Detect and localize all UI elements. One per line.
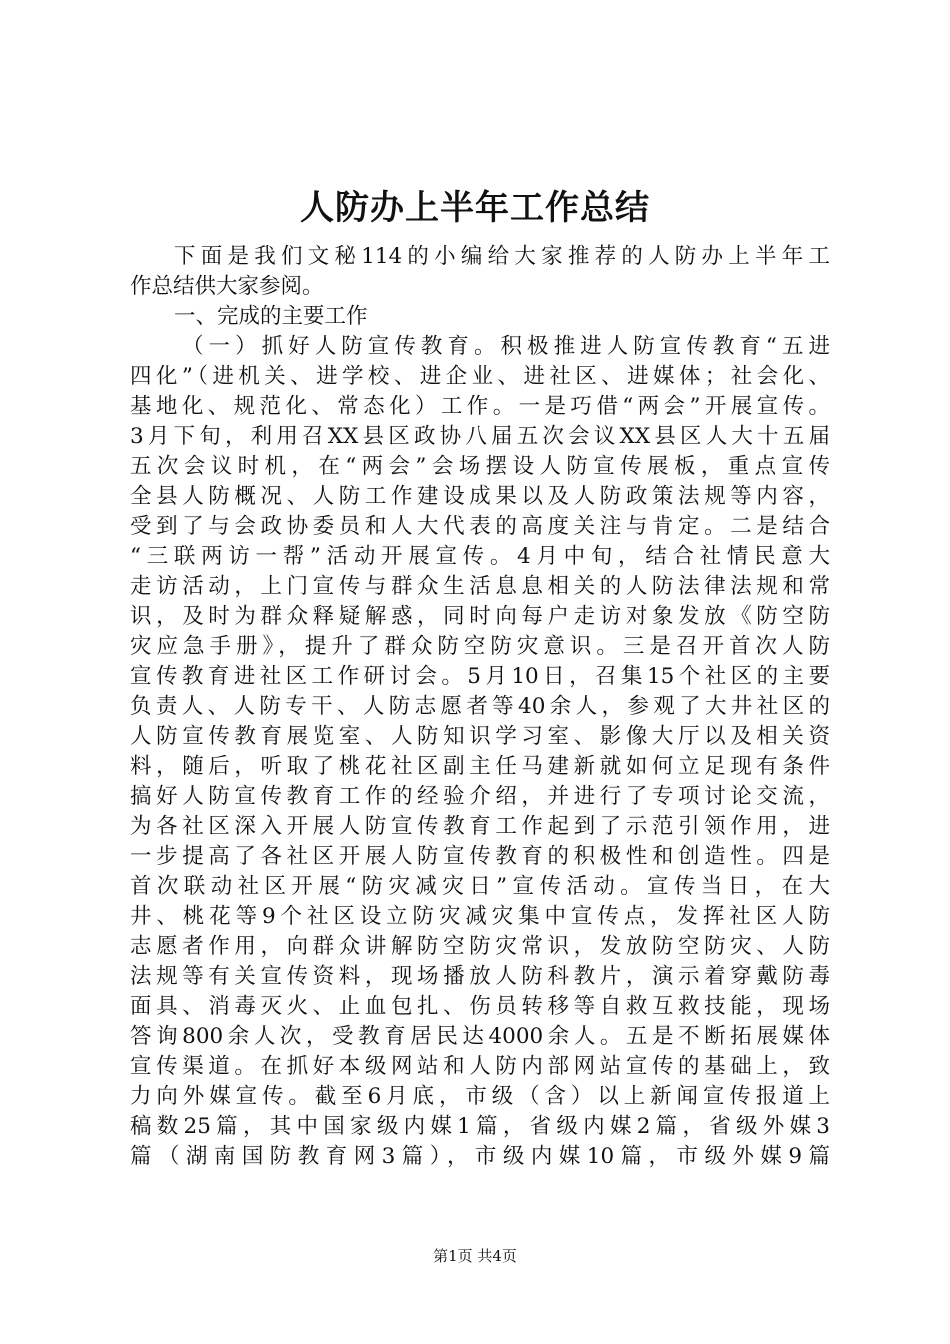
text-line: 志愿者作用，向群众讲解防空防灾常识，发放防空防灾、人防 xyxy=(130,934,830,959)
document-body xyxy=(130,242,830,1172)
text-line: 搞好人防宣传教育工作的经验介绍，并进行了专项讨论交流， xyxy=(130,784,830,809)
text-line: 井、桃花等9个社区设立防灾减灾集中宣传点，发挥社区人防 xyxy=(130,904,830,929)
text-line: 料，随后，听取了桃花社区副主任马建新就如何立足现有条件 xyxy=(130,754,830,779)
text-line: 四化”（进机关、进学校、进企业、进社区、进媒体；社会化、 xyxy=(130,364,830,389)
text-line: 法规等有关宣传资料，现场播放人防科教片，演示着穿戴防毒 xyxy=(130,964,830,989)
text-line: 五次会议时机，在“两会”会场摆设人防宣传展板，重点宣传 xyxy=(130,454,830,479)
text-line: 答询800余人次，受教育居民达4000余人。五是不断拓展媒体 xyxy=(130,1024,830,1049)
text-line: 首次联动社区开展“防灾减灾日”宣传活动。宣传当日，在大 xyxy=(130,874,830,899)
text-line: “三联两访一帮”活动开展宣传。4月中旬，结合社情民意大 xyxy=(130,544,830,569)
text-line: 3月下旬，利用召XX县区政协八届五次会议XX县区人大十五届 xyxy=(130,424,830,449)
text-line: 下面是我们文秘114的小编给大家推荐的人防办上半年工 xyxy=(174,244,830,269)
text-line: 人防宣传教育展览室、人防知识学习室、影像大厅以及相关资 xyxy=(130,724,830,749)
text-line: 全县人防概况、人防工作建设成果以及人防政策法规等内容， xyxy=(130,484,830,509)
page-number-footer: 第1页 共4页 xyxy=(433,1247,517,1265)
text-line: 作总结供大家参阅。 xyxy=(130,274,324,299)
text-line: 稿数25篇，其中国家级内媒1篇，省级内媒2篇，省级外媒3 xyxy=(130,1114,830,1139)
text-line: 一步提高了各社区开展人防宣传教育的积极性和创造性。四是 xyxy=(130,844,830,869)
text-line: 灾应急手册》，提升了群众防空防灾意识。三是召开首次人防 xyxy=(130,634,830,659)
text-line: 受到了与会政协委员和人大代表的高度关注与肯定。二是结合 xyxy=(130,514,830,539)
text-line: 篇（湖南国防教育网3篇），市级内媒10篇，市级外媒9篇 xyxy=(130,1144,830,1169)
text-line: 力向外媒宣传。截至6月底，市级（含）以上新闻宣传报道上 xyxy=(130,1084,830,1109)
text-line: 为各社区深入开展人防宣传教育工作起到了示范引领作用，进 xyxy=(130,814,830,839)
text-line: 识，及时为群众释疑解惑，同时向每户走访对象发放《防空防 xyxy=(130,604,830,629)
text-line: 面具、消毒灭火、止血包扎、伤员转移等自救互救技能，现场 xyxy=(130,994,830,1019)
text-line: 基地化、规范化、常态化）工作。一是巧借“两会”开展宣传。 xyxy=(130,394,830,419)
text-line: 宣传渠道。在抓好本级网站和人防内部网站宣传的基础上，致 xyxy=(130,1054,830,1079)
text-line: 负责人、人防专干、人防志愿者等40余人，参观了大井社区的 xyxy=(130,694,830,719)
text-line: （一）抓好人防宣传教育。积极推进人防宣传教育“五进 xyxy=(182,334,830,359)
text-line: 走访活动，上门宣传与群众生活息息相关的人防法律法规和常 xyxy=(130,574,830,599)
document-title: 人防办上半年工作总结 xyxy=(300,188,650,228)
section-heading: 一、完成的主要工作 xyxy=(174,304,368,329)
text-line: 宣传教育进社区工作研讨会。5月10日，召集15个社区的主要 xyxy=(130,664,830,689)
